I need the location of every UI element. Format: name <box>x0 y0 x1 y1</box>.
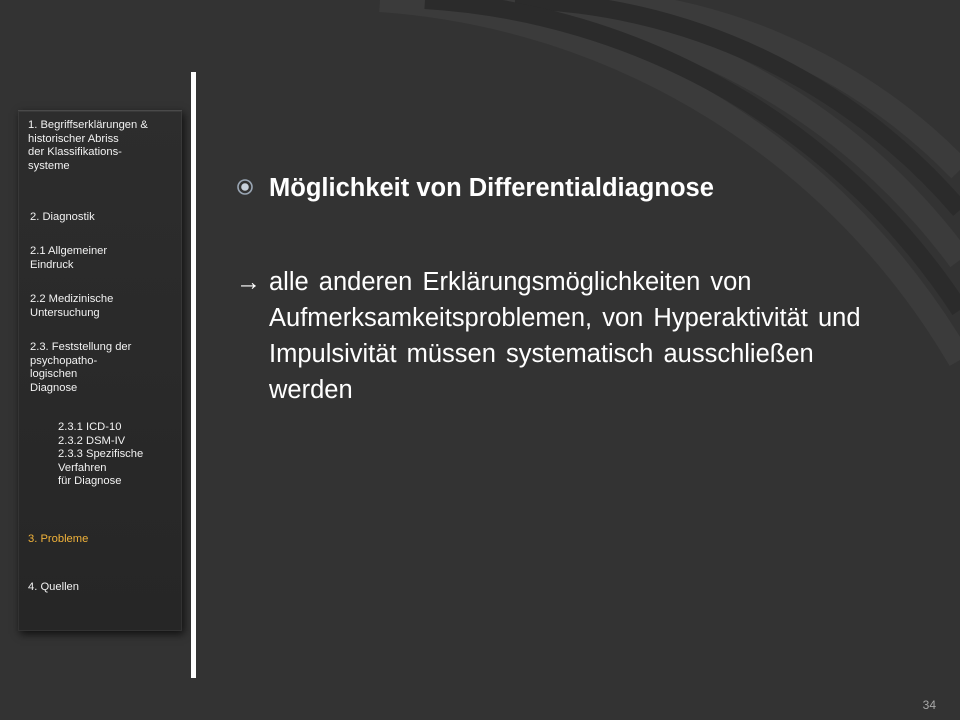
right-arrow-icon: → <box>236 268 261 296</box>
page-number: 34 <box>922 698 936 712</box>
slide-paragraph: alle anderen Erklärungsmöglichkeiten von Aufmerksamkeitsproblemen, von Hyperaktivität und Impulsivität müssen systematisch ausschließen werden <box>269 268 861 404</box>
nav-item-allgemeiner-eindruck[interactable]: 2.1 Allgemeiner Eindruck <box>30 245 108 271</box>
navigation-panel <box>18 110 182 631</box>
nav-item-quellen[interactable]: 4. Quellen <box>28 581 79 593</box>
heading-row <box>236 168 876 216</box>
slide-content <box>236 168 876 408</box>
slide-heading: Möglichkeit von Differentialdiagnose <box>269 174 714 202</box>
nav-item-feststellung-diagnose[interactable]: 2.3. Feststellung der psychopatho- logischen Diagnose <box>30 341 132 394</box>
paragraph-row <box>236 264 876 408</box>
circle-dot-bullet-icon <box>236 178 254 196</box>
nav-item-diagnostik[interactable]: 2. Diagnostik <box>30 211 95 223</box>
nav-item-probleme[interactable]: 3. Probleme <box>28 533 89 545</box>
nav-item-icd-dsm-verfahren[interactable]: 2.3.1 ICD-10 2.3.2 DSM-IV 2.3.3 Spezifische Verfahren für Diagnose <box>58 421 144 488</box>
nav-item-medizinische-untersuchung[interactable]: 2.2 Medizinische Untersuchung <box>30 293 114 319</box>
nav-item-begriffserklaerungen[interactable]: 1. Begriffserklärungen & historischer Abriss der Klassifikations- systeme <box>28 119 148 172</box>
vertical-divider <box>191 72 196 678</box>
